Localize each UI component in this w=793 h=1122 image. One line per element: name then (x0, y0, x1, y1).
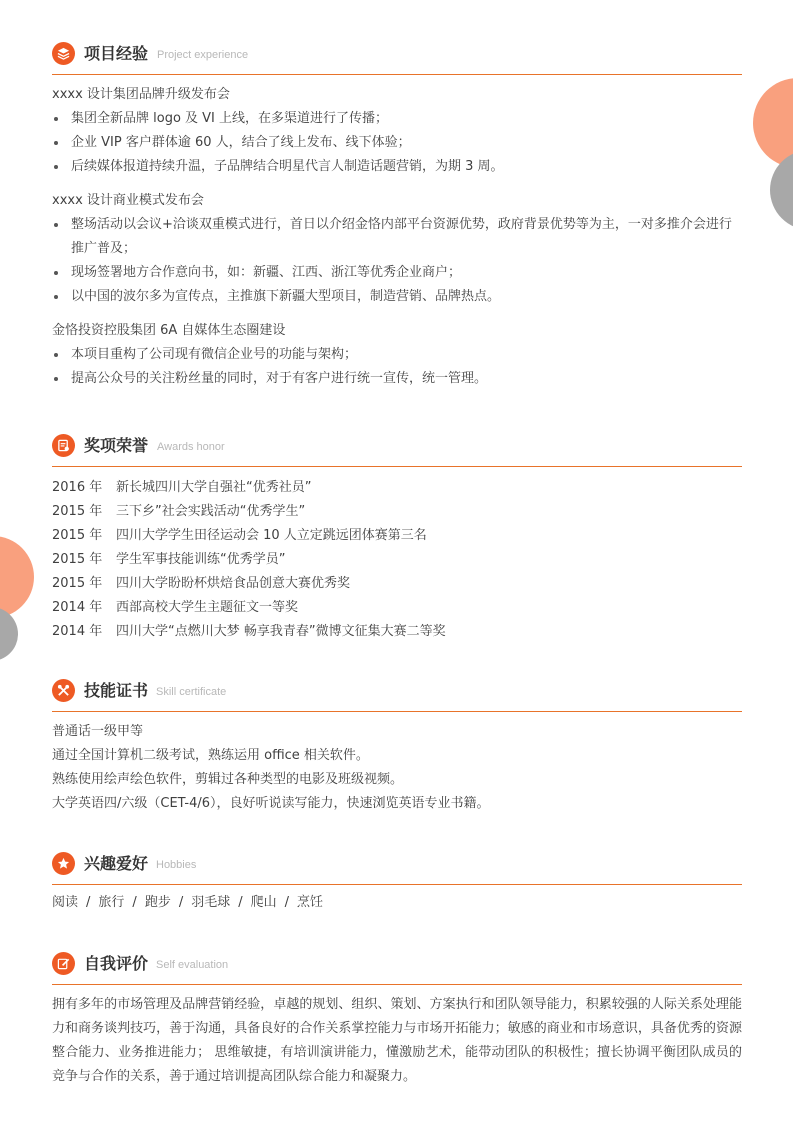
award-year: 2015 年 (52, 552, 103, 567)
project-title: 金恪投资控股集团 6A 自媒体生态圈建设 (52, 323, 286, 338)
project-experience-section (52, 38, 742, 391)
award-text: 西部高校大学生主题征文一等奖 (116, 600, 299, 615)
award-year: 2015 年 (52, 504, 103, 519)
project-title: xxxx 设计集团品牌升级发布会 (52, 87, 230, 102)
award-text: 四川大学“点燃川大梦 畅享我青春”微博文征集大赛二等奖 (116, 624, 446, 639)
section-title: 技能证书 (84, 681, 149, 700)
list-item: 大学英语四/六级（CET-4/6），良好听说读写能力，快速浏览英语专业书籍。 (52, 796, 490, 811)
project-bullets (52, 107, 742, 179)
list-item: 提高公众号的关注粉丝量的同时，对于有客户进行统一宣传，统一管理。 (52, 367, 742, 391)
star-icon (52, 852, 75, 875)
project-bullets (52, 343, 742, 391)
hobbies-section (52, 848, 742, 915)
section-title: 自我评价 (84, 954, 149, 973)
certificate-icon (52, 434, 75, 457)
award-year: 2016 年 (52, 480, 103, 495)
list-item: 羽毛球 (191, 895, 231, 910)
section-header (52, 675, 742, 712)
project-title: xxxx 设计商业模式发布会 (52, 193, 204, 208)
list-item: 跑步 (144, 895, 171, 910)
separator: / (284, 895, 290, 910)
section-title: 奖项荣誉 (84, 436, 149, 455)
skills-list (52, 720, 742, 816)
self-evaluation-section (52, 948, 742, 1089)
list-item (52, 596, 742, 620)
decorative-circle-gray (0, 607, 18, 661)
list-item (52, 620, 742, 644)
list-item: 本项目重构了公司现有微信企业号的功能与架构； (52, 343, 742, 367)
list-item: 旅行 (98, 895, 125, 910)
separator: / (86, 895, 91, 910)
list-item (52, 500, 742, 524)
separator: / (132, 895, 137, 910)
award-text: 新长城四川大学自强社“优秀社员” (116, 480, 312, 495)
awards-list (52, 476, 742, 644)
decorative-circle-gray (770, 150, 793, 230)
list-item: 普通话一级甲等 (52, 724, 144, 739)
list-item (52, 572, 742, 596)
list-item: 阅读 (52, 895, 79, 910)
list-item: 集团全新品牌 logo 及 VI 上线，在多渠道进行了传播； (52, 107, 742, 131)
skills-section (52, 675, 742, 816)
award-text: 三下乡”社会实践活动“优秀学生” (116, 504, 306, 519)
layers-icon (52, 42, 75, 65)
list-item: 后续媒体报道持续升温，子品牌结合明星代言人制造话题营销，为期 3 周。 (52, 155, 742, 179)
section-subtitle: Skill certificate (156, 686, 227, 698)
awards-section (52, 430, 742, 644)
award-text: 四川大学盼盼杯烘焙食品创意大赛优秀奖 (116, 576, 351, 591)
award-text: 四川大学学生田径运动会 10 人立定跳远团体赛第三名 (116, 528, 427, 543)
list-item: 爬山 (250, 895, 277, 910)
list-item: 通过全国计算机二级考试，熟练运用 office 相关软件。 (52, 748, 369, 763)
list-item (52, 548, 742, 572)
award-year: 2015 年 (52, 576, 103, 591)
list-item (52, 524, 742, 548)
hobbies-list (52, 891, 742, 915)
edit-icon (52, 952, 75, 975)
list-item (52, 476, 742, 500)
project-bullets (52, 213, 742, 309)
section-header (52, 948, 742, 985)
tools-icon (52, 679, 75, 702)
list-item: 整场活动以会议+洽谈双重模式进行，首日以介绍金恪内部平台资源优势，政府背景优势等为主，一对多推介会进行推广普及； (52, 213, 742, 261)
section-title: 项目经验 (84, 44, 149, 63)
section-header (52, 38, 742, 75)
decorative-circle-orange (753, 78, 793, 168)
award-year: 2014 年 (52, 624, 103, 639)
section-subtitle: Hobbies (156, 859, 197, 871)
section-subtitle: Project experience (157, 49, 249, 61)
separator: / (178, 895, 184, 910)
section-header (52, 848, 742, 885)
list-item: 企业 VIP 客户群体逾 60 人，结合了线上发布、线下体验； (52, 131, 742, 155)
list-item: 以中国的波尔多为宣传点，主推旗下新疆大型项目，制造营销、品牌热点。 (52, 285, 742, 309)
decorative-circle-orange (0, 536, 34, 618)
award-year: 2014 年 (52, 600, 103, 615)
section-title: 兴趣爱好 (84, 854, 149, 873)
section-header (52, 430, 742, 467)
section-subtitle: Awards honor (157, 441, 225, 453)
section-subtitle: Self evaluation (156, 959, 229, 971)
list-item: 现场签署地方合作意向书，如：新疆、江西、浙江等优秀企业商户； (52, 261, 742, 285)
award-text: 学生军事技能训练“优秀学员” (116, 552, 286, 567)
list-item: 熟练使用绘声绘色软件，剪辑过各种类型的电影及班级视频。 (52, 772, 404, 787)
award-year: 2015 年 (52, 528, 103, 543)
self-evaluation-text: 拥有多年的市场管理及品牌营销经验，卓越的规划、组织、策划、方案执行和团队领导能力，积累较强的人际关系处理能力和商务谈判技巧，善于沟通，具备良好的合作关系掌控能力与市场开拓能力；敏感的商业和市场意识，具备优秀的资源整合能力、业务推进能力； 思维敏捷，有培训演讲能力，懂激励艺术，能带动团队的积极性；擅长协调平衡团队成员的竞争与合作的关系，善于通过培训提高团队综合能力和凝聚力。 (52, 997, 742, 1084)
separator: / (238, 895, 243, 910)
list-item: 烹饪 (297, 895, 324, 910)
